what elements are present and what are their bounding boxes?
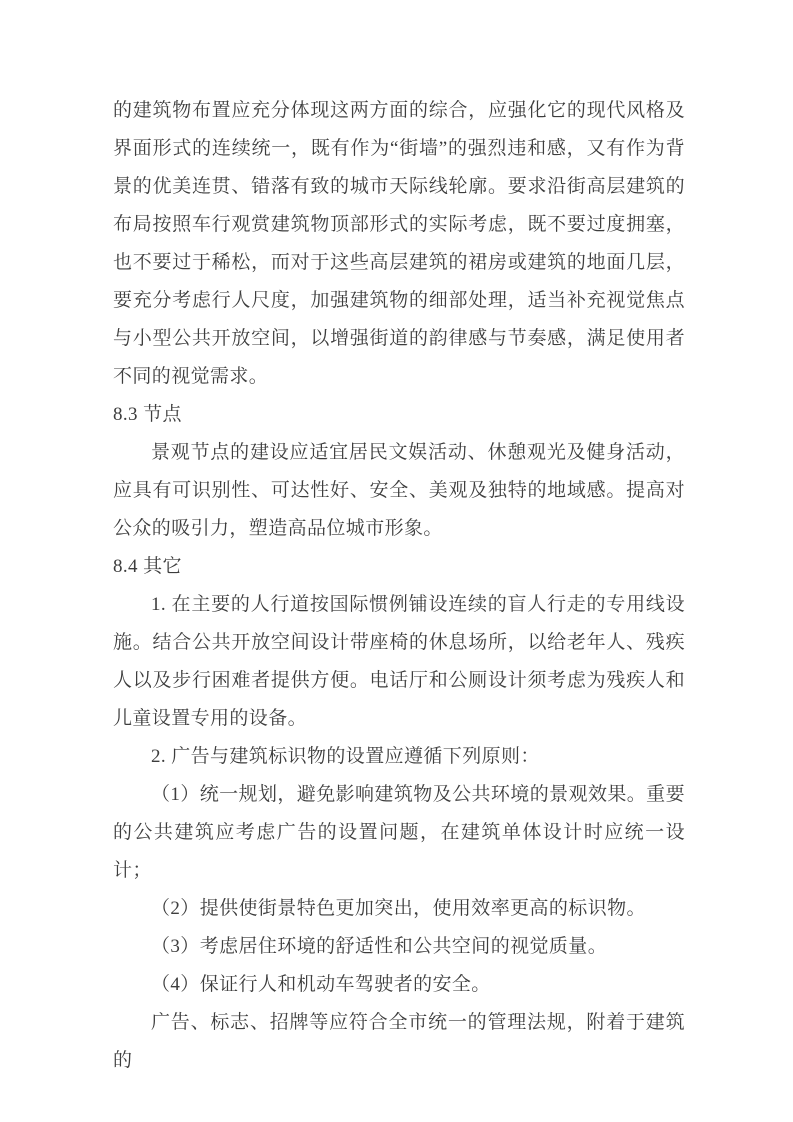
paragraph: 的建筑物布置应充分体现这两方面的综合，应强化它的现代风格及界面形式的连续统一，既有作为“街墙”的强烈违和感，又有作为背景的优美连贯、错落有致的城市天际线轮廓。要求沿街高层建筑的布局按照车行观赏建筑物顶部形式的实际考虑，既不要过度拥塞，也不要过于稀松，而对于这些高层建筑的裙房或建筑的地面几层，要充分考虑行人尺度，加强建筑物的细部处理，适当补充视觉焦点与小型公共开放空间，以增强街道的韵律感与节奏感，满足使用者不同的视觉需求。 — [113, 100, 685, 387]
section-heading: 8.4 其它 — [113, 556, 182, 577]
paragraph: （3）考虑居住环境的舒适性和公共空间的视觉质量。 — [151, 936, 608, 957]
paragraph: 2. 广告与建筑标识物的设置应遵循下列原则： — [151, 746, 540, 767]
document-body — [113, 92, 685, 1080]
paragraph: （1）统一规划，避免影响建筑物及公共环境的景观效果。重要的公共建筑应考虑广告的设置问题，在建筑单体设计时应统一设计； — [113, 784, 685, 881]
section-heading: 8.3 节点 — [113, 404, 182, 425]
paragraph: 景观节点的建设应适宜居民文娱活动、休憩观光及健身活动，应具有可识别性、可达性好、安全、美观及独特的地域感。提高对公众的吸引力，塑造高品位城市形象。 — [113, 442, 685, 539]
paragraph: 1. 在主要的人行道按国际惯例铺设连续的盲人行走的专用线设施。结合公共开放空间设计带座椅的休息场所，以给老年人、残疾人以及步行困难者提供方便。电话厅和公厕设计须考虑为残疾人和儿童设置专用的设备。 — [113, 594, 685, 729]
paragraph: 广告、标志、招牌等应符合全市统一的管理法规，附着于建筑的 — [113, 1012, 685, 1071]
paragraph: （2）提供使街景特色更加突出，使用效率更高的标识物。 — [151, 898, 646, 919]
paragraph: （4）保证行人和机动车驾驶者的安全。 — [151, 974, 491, 995]
